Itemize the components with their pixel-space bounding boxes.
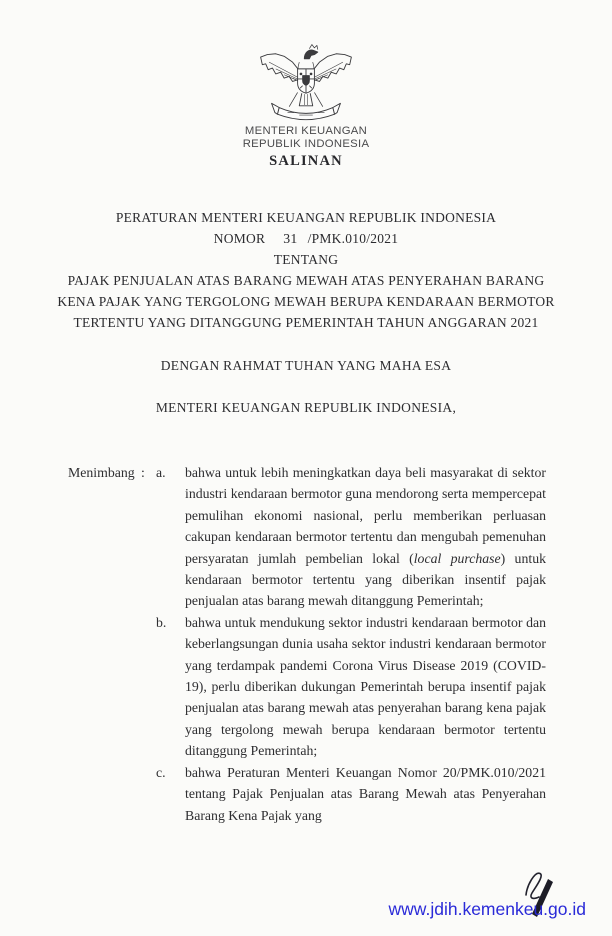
left-wing	[261, 54, 304, 84]
salinan-stamp: SALINAN	[269, 153, 343, 169]
menimbang-item	[156, 462, 546, 612]
pancasila-shield	[298, 69, 315, 93]
tentang-label: TENTANG	[273, 252, 339, 267]
menimbang-item-letter: c.	[156, 764, 166, 780]
eagle-head	[304, 45, 317, 59]
tail-feathers	[299, 93, 312, 106]
regulation-number-line	[0, 228, 612, 249]
menimbang-item-text: bahwa untuk lebih meningkatkan daya beli masyarakat di sektor industri kendaraan bermotor guna mendorong serta mempercepat pemulihan ekonomi nasional, perlu memberikan perluasan cakupan kendaraan bermotor tertentu dan mengubah pemenuhan persyaratan jumlah pembelian lokal (local purchase) untuk kendaraan bermotor tertentu yang diberikan insentif pajak penjualan atas barang mewah ditanggung Pemerintah;	[185, 465, 546, 609]
ministry-line1: MENTERI KEUANGAN	[244, 125, 368, 137]
nomor-number: 31	[283, 231, 298, 246]
ministry-header	[0, 125, 612, 151]
menimbang-item-text: bahwa Peraturan Menteri Keuangan Nomor 20/PMK.010/2021 tentang Pajak Penjualan atas Barang Mewah atas Penyerahan Barang Kena Pajak yang	[185, 764, 546, 823]
menimbang-colon: :	[141, 465, 145, 480]
menimbang-item	[156, 612, 546, 762]
ministry-line2: REPUBLIK INDONESIA	[242, 138, 370, 150]
nomor-suffix: /PMK.010/2021	[307, 231, 399, 246]
menimbang-item-letter: b.	[156, 614, 167, 630]
menimbang-item	[156, 762, 546, 826]
subject-line-3: TERTENTU YANG DITANGGUNG PEMERINTAH TAHUN ANGGARAN 2021	[73, 315, 539, 330]
menimbang-item-text: bahwa untuk mendukung sektor industri kendaraan bermotor dan keberlangsungan dunia usaha sektor industri kendaraan bermotor yang terdampak pandemi Corona Virus Disease 2019 (COVID-19), perlu diberikan dukungan Pemerintah berupa insentif pajak penjualan atas barang mewah atas penyerahan barang kena pajak yang tergolong mewah berupa kendaraan bermotor tertentu ditanggung Pemerintah;	[185, 614, 546, 759]
menimbang-heading: Menimbang	[68, 465, 135, 480]
nomor-label: NOMOR	[213, 231, 266, 246]
menimbang-items	[156, 462, 546, 826]
subject-line-2: KENA PAJAK YANG TERGOLONG MEWAH BERUPA KENDARAAN BERMOTOR	[57, 294, 555, 309]
authority-line: MENTERI KEUANGAN REPUBLIK INDONESIA,	[155, 400, 457, 415]
garuda-pancasila-emblem	[252, 42, 360, 126]
right-wing	[309, 54, 352, 84]
menimbang-section	[68, 462, 546, 826]
subject-line-1: PAJAK PENJUALAN ATAS BARANG MEWAH ATAS PENYERAHAN BARANG	[67, 273, 545, 288]
regulation-title-block	[0, 207, 612, 333]
jdih-footer-link[interactable]: www.jdih.kemenkeu.go.id	[388, 899, 586, 919]
regulation-title-line1: PERATURAN MENTERI KEUANGAN REPUBLIK INDONESIA	[115, 210, 497, 225]
invocation-line: DENGAN RAHMAT TUHAN YANG MAHA ESA	[160, 358, 452, 373]
menimbang-item-letter: a.	[156, 465, 166, 480]
